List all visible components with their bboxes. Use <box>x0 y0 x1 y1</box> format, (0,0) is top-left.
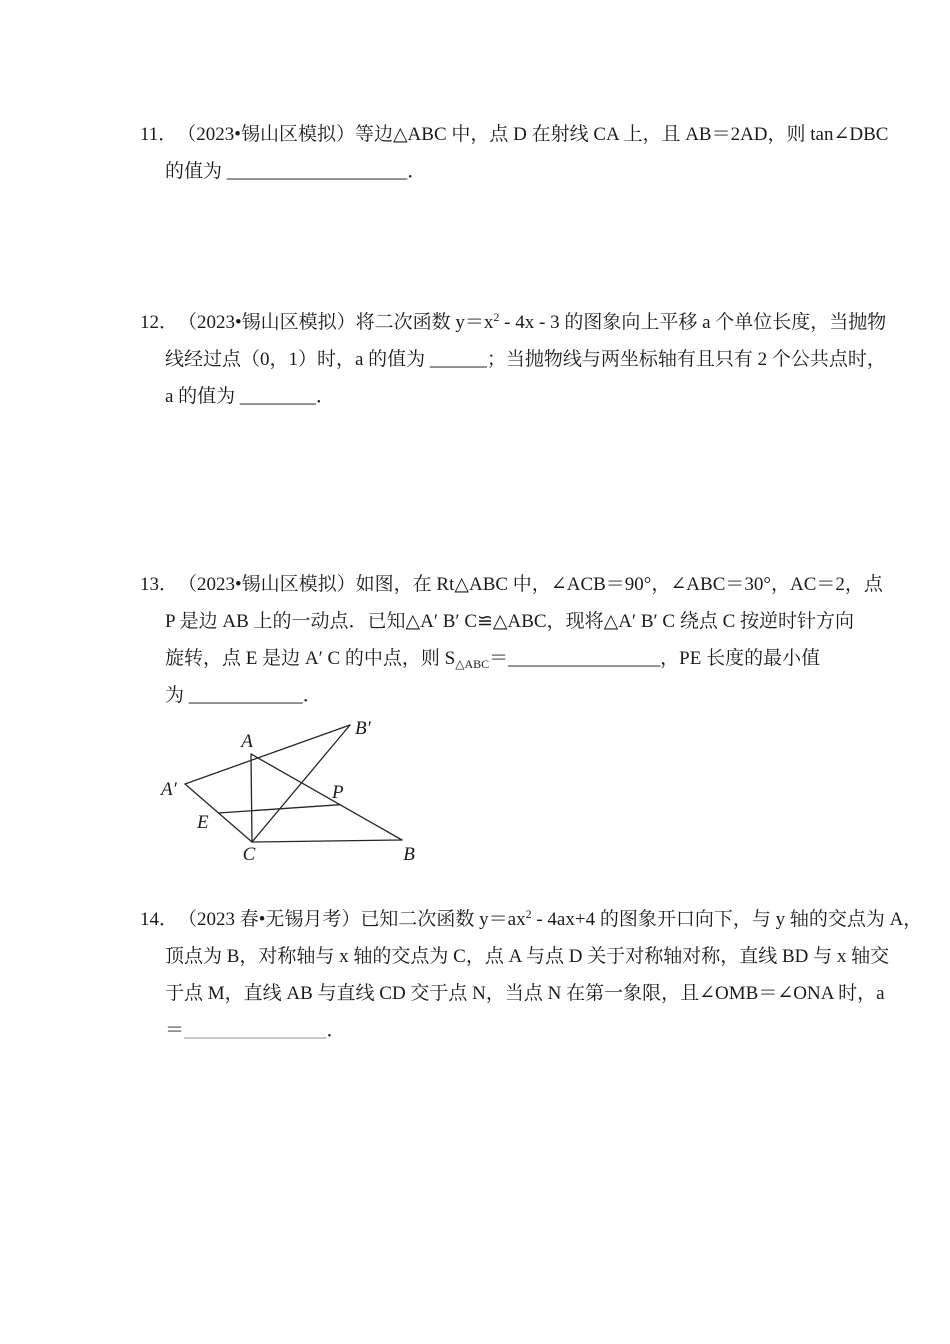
problem-11-line-2 <box>165 153 860 190</box>
problem-11 <box>140 116 889 190</box>
point-label-P: P <box>332 782 344 803</box>
problem-14 <box>140 901 923 1049</box>
vertex-label-A: A <box>241 731 253 752</box>
problem-12-line-2 <box>165 341 886 378</box>
vertex-label-C: C <box>242 844 256 865</box>
problem-13-text-3b: ＝________________，PE 长度的最小值 <box>489 648 821 669</box>
problem-13 <box>140 566 883 714</box>
problem-13-number: 13． <box>140 574 179 595</box>
problem-12-text-1a: （2023•锡山区模拟）将二次函数 y＝x <box>178 312 494 333</box>
point-label-E: E <box>197 812 209 833</box>
problem-14-text-2: 顶点为 B，对称轴与 x 轴的交点为 C，点 A 与点 D 关于对称轴对称，直线 BD 与 x 轴交 <box>165 946 890 967</box>
problem-13-line-1 <box>140 566 883 603</box>
problem-14-line-1 <box>140 901 923 938</box>
problem-13-text-3a: 旋转，点 E 是边 A′ C 的中点，则 S <box>165 648 456 669</box>
problem-13-text-4: 为 ____________． <box>165 685 322 706</box>
problem-13-text-1: （2023•锡山区模拟）如图，在 Rt△ABC 中，∠ACB＝90°，∠ABC＝30°，AC＝2，点 <box>178 574 883 595</box>
geometry-figure-svg <box>155 700 435 875</box>
segment-AB <box>251 754 402 840</box>
problem-13-line-2 <box>165 603 860 640</box>
answer-blank: _______________ <box>184 1020 327 1041</box>
problem-11-line-1 <box>140 116 889 153</box>
problem-14-line-3 <box>165 975 885 1012</box>
problem-14-text-1a: （2023 春•无锡月考）已知二次函数 y＝ax <box>178 909 526 930</box>
problem-14-text-1b: - 4ax+4 的图象开口向下，与 y 轴的交点为 A， <box>531 909 923 930</box>
vertex-label-B-prime: B′ <box>355 718 371 739</box>
exponent: 2 <box>525 907 532 921</box>
problem-12-line-1 <box>140 304 887 341</box>
problem-11-number: 11． <box>140 124 178 145</box>
problem-12-number: 12． <box>140 312 179 333</box>
problem-12-text-3: a 的值为 ________． <box>165 386 335 407</box>
problem-13-text-2: P 是边 AB 上的一动点．已知△A′ B′ C≌△ABC，现将△A′ B′ C 绕点 C 按逆时针方向 <box>165 611 855 632</box>
subscript-triangle-abc: △ABC <box>455 657 490 671</box>
problem-11-text-1: （2023•锡山区模拟）等边△ABC 中，点 D 在射线 CA 上，且 AB＝2AD，则 tan∠DBC <box>177 124 889 145</box>
problem-11-text-2: 的值为 ___________________． <box>165 161 427 182</box>
vertex-label-B: B <box>403 844 415 865</box>
problem-14-text-4b: ． <box>326 1020 346 1041</box>
geometry-figure <box>155 700 435 875</box>
problem-14-number: 14． <box>140 909 179 930</box>
problem-12 <box>140 304 887 415</box>
problem-14-text-3: 于点 M，直线 AB 与直线 CD 交于点 N，当点 N 在第一象限，且∠OMB＝∠ONA 时，a <box>165 983 885 1004</box>
problem-12-text-2: 线经过点（0，1）时，a 的值为 ______；当抛物线与两坐标轴有且只有 2 个公共点时， <box>165 349 886 370</box>
segment-AC <box>251 754 252 842</box>
vertex-label-A-prime: A′ <box>161 779 177 800</box>
segment-CB <box>252 840 402 842</box>
segment-EP <box>219 805 341 813</box>
problem-14-line-2 <box>165 938 890 975</box>
exponent: 2 <box>493 310 500 324</box>
problem-13-line-3 <box>165 640 860 677</box>
problem-12-line-3 <box>165 378 860 415</box>
problem-12-text-1b: - 4x - 3 的图象向上平移 a 个单位长度，当抛物 <box>499 312 887 333</box>
problem-14-text-4a: ＝ <box>165 1020 185 1041</box>
problem-14-line-4 <box>165 1012 860 1049</box>
